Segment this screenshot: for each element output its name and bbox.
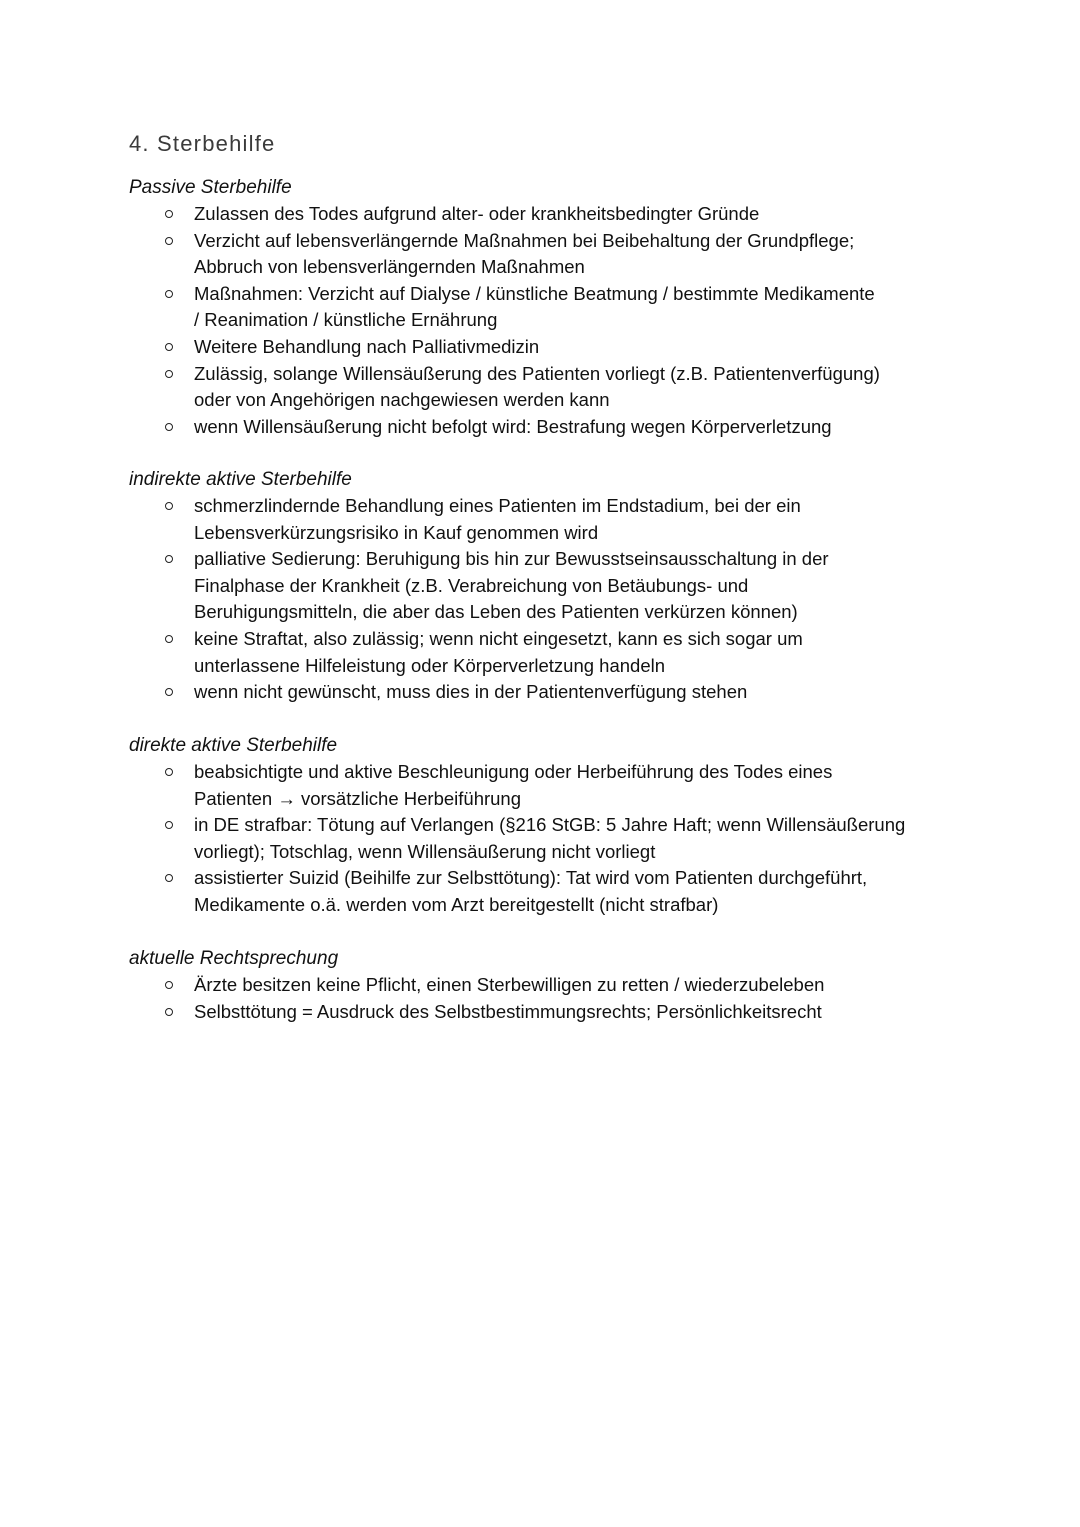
section-current-jurisdiction	[129, 946, 1029, 1025]
circle-bullet-icon	[165, 1008, 173, 1016]
item-text-line: schmerzlindernde Behandlung eines Patienten im Endstadium, bei der ein	[194, 495, 801, 516]
section-title: direkte aktive Sterbehilfe	[129, 735, 338, 756]
list-item	[129, 201, 1029, 228]
list-item	[129, 281, 1029, 334]
item-text-line: oder von Angehörigen nachgewiesen werden kann	[194, 389, 610, 411]
list-item	[129, 679, 1029, 706]
item-text-line: Finalphase der Krankheit (z.B. Verabreichung von Betäubungs- und	[194, 574, 749, 596]
section-indirect-active	[129, 467, 1029, 706]
section-passive	[129, 175, 1029, 440]
item-text-line: beabsichtigte und aktive Beschleunigung oder Herbeiführung des Todes eines	[194, 761, 833, 782]
item-text-line: Verzicht auf lebensverlängernde Maßnahmen bei Beibehaltung der Grundpflege;	[194, 229, 855, 251]
circle-bullet-icon	[165, 502, 173, 510]
bullet-list	[129, 201, 1029, 440]
page-heading: 4. Sterbehilfe	[129, 131, 276, 156]
list-item	[129, 334, 1029, 361]
circle-bullet-icon	[165, 343, 173, 351]
circle-bullet-icon	[165, 370, 173, 378]
circle-bullet-icon	[165, 210, 173, 218]
item-text-line: Patienten → vorsätzliche Herbeiführung	[194, 787, 522, 809]
list-item	[129, 865, 1029, 918]
item-text-line: Abbruch von lebensverlängernden Maßnahmen	[194, 256, 585, 278]
item-text-line: Medikamente o.ä. werden vom Arzt bereitgestellt (nicht strafbar)	[194, 893, 719, 915]
section-title: Passive Sterbehilfe	[129, 177, 292, 198]
circle-bullet-icon	[165, 290, 173, 298]
circle-bullet-icon	[165, 874, 173, 882]
circle-bullet-icon	[165, 981, 173, 989]
list-item	[129, 626, 1029, 679]
item-text-line: Zulässig, solange Willensäußerung des Patienten vorliegt (z.B. Patientenverfügung)	[194, 362, 880, 384]
item-text-line: vorliegt); Totschlag, wenn Willensäußerung nicht vorliegt	[194, 840, 656, 862]
item-text-line: wenn Willensäußerung nicht befolgt wird: Bestrafung wegen Körperverletzung	[194, 415, 832, 437]
item-text-line: assistierter Suizid (Beihilfe zur Selbsttötung): Tat wird vom Patienten durchgeführt,	[194, 867, 868, 889]
circle-bullet-icon	[165, 688, 173, 696]
section-title: aktuelle Rechtsprechung	[129, 948, 339, 969]
list-item	[129, 999, 1029, 1026]
list-item	[129, 972, 1029, 999]
item-text-line: Selbsttötung = Ausdruck des Selbstbestimmungsrechts; Persönlichkeitsrecht	[194, 1000, 822, 1022]
item-text-line: in DE strafbar: Tötung auf Verlangen (§216 StGB: 5 Jahre Haft; wenn Willensäußerung	[194, 814, 906, 836]
circle-bullet-icon	[165, 821, 173, 829]
list-item	[129, 759, 1029, 812]
circle-bullet-icon	[165, 237, 173, 245]
section-direct-active	[129, 733, 1029, 919]
item-text-line: Weitere Behandlung nach Palliativmedizin	[194, 335, 540, 357]
bullet-list	[129, 759, 1029, 919]
list-item	[129, 414, 1029, 441]
section-title: indirekte aktive Sterbehilfe	[129, 469, 352, 490]
item-text-line: Ärzte besitzen keine Pflicht, einen Sterbewilligen zu retten / wiederzubeleben	[194, 974, 825, 995]
item-text-line: wenn nicht gewünscht, muss dies in der Patientenverfügung stehen	[194, 681, 748, 703]
bullet-list	[129, 972, 1029, 1025]
list-item	[129, 228, 1029, 281]
item-text-line: unterlassene Hilfeleistung oder Körperverletzung handeln	[194, 654, 666, 676]
circle-bullet-icon	[165, 555, 173, 563]
list-item	[129, 493, 1029, 546]
item-text-line: palliative Sedierung: Beruhigung bis hin zur Bewusstseinsausschaltung in der	[194, 548, 829, 570]
list-item	[129, 546, 1029, 626]
item-text-line: Maßnahmen: Verzicht auf Dialyse / künstliche Beatmung / bestimmte Medikamente	[194, 282, 875, 304]
circle-bullet-icon	[165, 635, 173, 643]
item-text-line: Lebensverkürzungsrisiko in Kauf genommen wird	[194, 521, 599, 543]
item-text-line: keine Straftat, also zulässig; wenn nicht eingesetzt, kann es sich sogar um	[194, 627, 803, 649]
list-item	[129, 812, 1029, 865]
list-item	[129, 361, 1029, 414]
item-text-line: / Reanimation / künstliche Ernährung	[194, 309, 498, 331]
circle-bullet-icon	[165, 768, 173, 776]
bullet-list	[129, 493, 1029, 706]
circle-bullet-icon	[165, 423, 173, 431]
item-text-line: Zulassen des Todes aufgrund alter- oder krankheitsbedingter Gründe	[194, 203, 760, 224]
item-text-line: Beruhigungsmitteln, die aber das Leben des Patienten verkürzen können)	[194, 601, 798, 623]
